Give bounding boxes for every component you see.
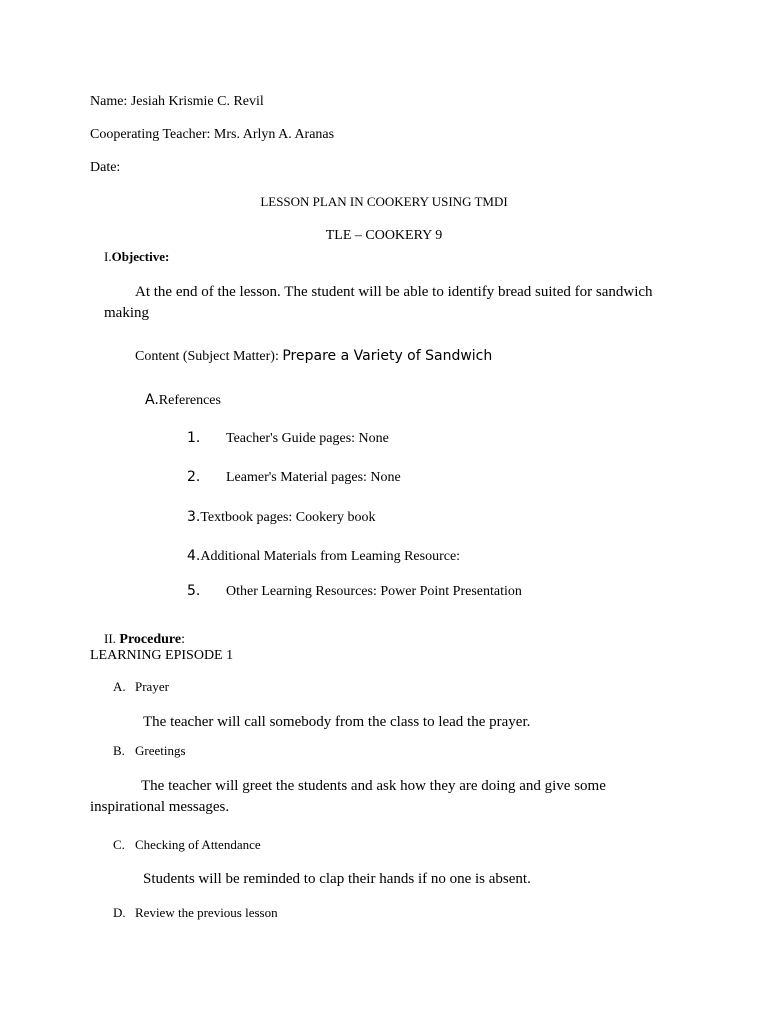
step-prayer-heading <box>113 679 169 695</box>
step-letter: B. <box>113 743 125 758</box>
procedure-label: Procedure <box>119 632 182 647</box>
step-title: Checking of Attendance <box>135 837 261 852</box>
references-letter: A. <box>145 392 159 408</box>
references-label: References <box>158 393 221 408</box>
reference-number: 4. <box>187 548 201 564</box>
step-greetings-text-line2: inspirational messages. <box>90 799 230 815</box>
step-title: Prayer <box>135 679 169 694</box>
content-subject-matter <box>135 348 492 365</box>
procedure-heading <box>104 631 185 648</box>
cooperating-teacher-line: Cooperating Teacher: Mrs. Arlyn A. Aranas <box>90 127 335 142</box>
references-heading <box>145 392 221 409</box>
step-review-heading <box>113 905 278 921</box>
objective-heading <box>104 249 169 265</box>
reference-number: 5. <box>187 583 201 599</box>
reference-item-5 <box>187 583 522 600</box>
objective-label: Objective: <box>111 249 170 264</box>
reference-number: 1. <box>187 430 201 446</box>
objective-text-line1: At the end of the lesson. The student will be able to identify bread suited for sandwich <box>135 284 653 300</box>
step-prayer-text: The teacher will call somebody from the class to lead the prayer. <box>143 714 531 730</box>
step-attendance-text: Students will be reminded to clap their hands if no one is absent. <box>143 871 531 887</box>
lesson-plan-title: LESSON PLAN IN COOKERY USING TMDI <box>260 194 508 209</box>
date-line: Date: <box>90 160 121 175</box>
subject-title: TLE – COOKERY 9 <box>325 228 443 243</box>
content-value: Prepare a Variety of Sandwich <box>282 348 493 364</box>
reference-number: 2. <box>187 469 201 485</box>
step-title: Greetings <box>135 743 186 758</box>
reference-item-3 <box>187 509 376 526</box>
reference-text: Additional Materials from Leaming Resource: <box>200 549 461 564</box>
step-greetings-heading <box>113 743 186 759</box>
step-title: Review the previous lesson <box>135 905 278 920</box>
content-label: Content (Subject Matter): <box>135 349 283 364</box>
reference-item-2 <box>187 469 401 486</box>
reference-text: Textbook pages: Cookery book <box>200 510 376 525</box>
procedure-colon: : <box>181 632 185 647</box>
learning-episode: LEARNING EPISODE 1 <box>90 648 234 663</box>
reference-text: Leamer's Material pages: None <box>226 470 401 485</box>
objective-number: I. <box>104 249 112 264</box>
step-attendance-heading <box>113 837 261 853</box>
step-letter: A. <box>113 679 126 694</box>
reference-number: 3. <box>187 509 201 525</box>
objective-text-line2: making <box>104 305 149 321</box>
step-letter: D. <box>113 905 126 920</box>
reference-item-4 <box>187 548 460 565</box>
reference-text: Teacher's Guide pages: None <box>226 431 389 446</box>
procedure-number: II. <box>104 631 116 646</box>
step-greetings-text-line1: The teacher will greet the students and ask how they are doing and give some <box>141 778 606 794</box>
name-line: Name: Jesiah Krismie C. Revil <box>90 94 264 109</box>
reference-text: Other Learning Resources: Power Point Presentation <box>226 584 522 599</box>
step-letter: C. <box>113 837 125 852</box>
reference-item-1 <box>187 430 389 447</box>
